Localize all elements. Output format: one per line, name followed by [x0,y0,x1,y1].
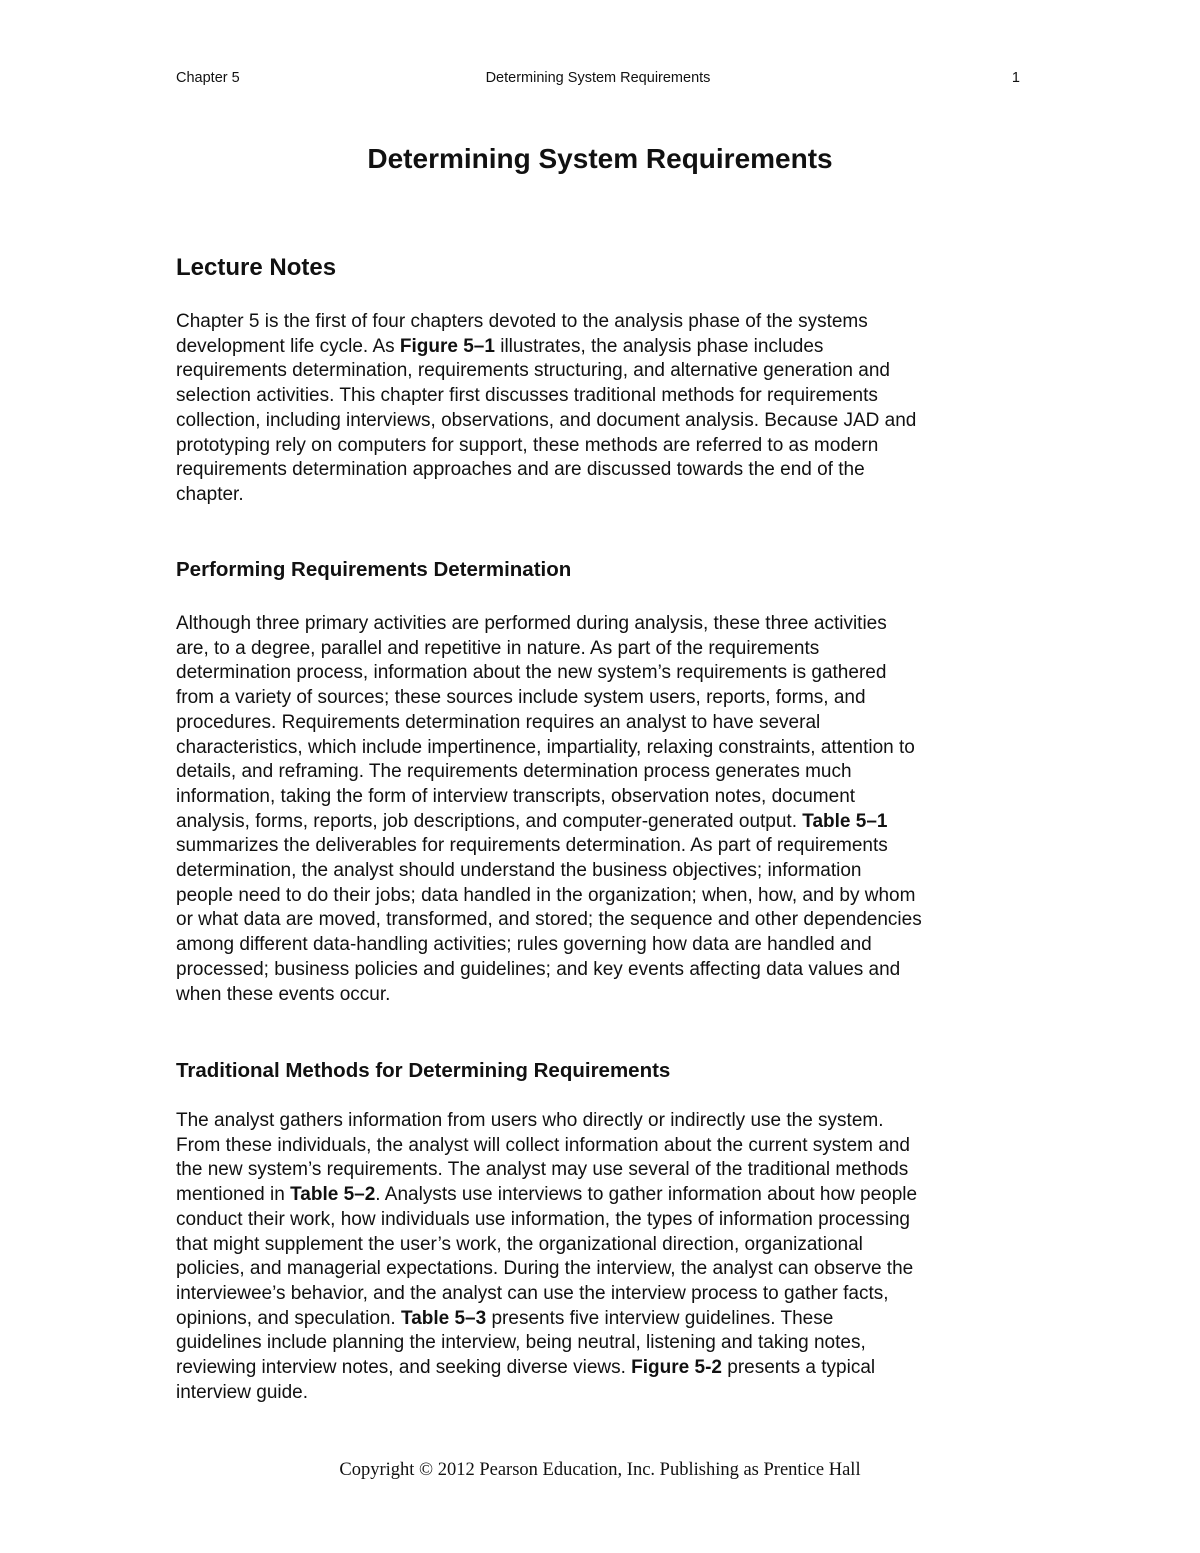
header-page-number: 1 [1011,70,1020,86]
text-line: policies, and managerial expectations. During the interview, the analyst can observe the [176,1258,914,1280]
text-line: characteristics, which include impertinence, impartiality, relaxing constraints, attention to [176,736,915,758]
text-line: conduct their work, how individuals use information, the types of information processing [176,1208,910,1230]
text-line: opinions, and speculation. Table 5–3 presents five interview guidelines. These [176,1307,834,1329]
page-header [176,70,1020,90]
text-line: prototyping rely on computers for support, these methods are referred to as modern [176,434,879,456]
text-line: are, to a degree, parallel and repetitive in nature. As part of the requirements [176,637,820,659]
performing-heading: Performing Requirements Determination [176,558,572,581]
traditional-methods-heading: Traditional Methods for Determining Requirements [176,1059,671,1082]
copyright-footer: Copyright © 2012 Pearson Education, Inc. Publishing as Prentice Hall [339,1460,861,1480]
text-line: or what data are moved, transformed, and stored; the sequence and other dependencies [176,909,922,931]
text-line: requirements determination, requirements structuring, and alternative generation and [176,360,890,382]
text-line: the new system’s requirements. The analyst may use several of the traditional methods [176,1159,909,1181]
figure-5-2-ref: Figure 5-2 [631,1357,722,1379]
table-5-1-ref: Table 5–1 [802,810,888,832]
lecture-notes-heading: Lecture Notes [176,254,337,281]
text-line: mentioned in Table 5–2. Analysts use interviews to gather information about how people [176,1184,918,1206]
text-line: information, taking the form of interview transcripts, observation notes, document [176,785,856,807]
text-line: requirements determination approaches and are discussed towards the end of the [176,459,865,481]
text-line: selection activities. This chapter first discusses traditional methods for requirements [176,385,878,407]
text-line: analysis, forms, reports, job descriptions, and computer-generated output. Table 5–1 [176,810,888,832]
figure-5-1-ref: Figure 5–1 [399,335,495,357]
performing-paragraph [176,612,1036,1007]
table-5-2-ref: Table 5–2 [290,1184,376,1206]
text-line: processed; business policies and guidelines; and key events affecting data values and [176,958,901,980]
document-title: Determining System Requirements [367,143,833,174]
text-line: people need to do their jobs; data handled in the organization; when, how, and by whom [176,884,916,906]
table-5-3-ref: Table 5–3 [401,1307,487,1329]
header-title: Determining System Requirements [485,70,711,86]
text-line: when these events occur. [176,983,391,1005]
intro-paragraph [176,310,1036,508]
header-chapter: Chapter 5 [176,70,240,86]
text-line: that might supplement the user’s work, the organizational direction, organizational [176,1233,863,1255]
traditional-paragraph [176,1109,1036,1405]
text-line: guidelines include planning the interview, being neutral, listening and taking notes, [176,1332,866,1354]
text-line: procedures. Requirements determination requires an analyst to have several [176,711,821,733]
text-line: from a variety of sources; these sources include system users, reports, forms, and [176,687,866,709]
text-line: details, and reframing. The requirements determination process generates much [176,761,852,783]
text-line: chapter. [176,483,244,505]
text-line: among different data-handling activities; rules governing how data are handled and [176,934,872,956]
text-line: From these individuals, the analyst will collect information about the current system and [176,1134,910,1156]
text-line: summarizes the deliverables for requirements determination. As part of requirements [176,835,888,857]
text-line: Chapter 5 is the first of four chapters devoted to the analysis phase of the systems [176,311,868,332]
text-line: interviewee’s behavior, and the analyst can use the interview process to gather facts, [176,1282,889,1304]
text-line: The analyst gathers information from users who directly or indirectly use the system. [176,1110,884,1131]
text-line: Although three primary activities are performed during analysis, these three activities [176,613,887,634]
text-line: interview guide. [176,1381,309,1403]
text-line: determination, the analyst should understand the business objectives; information [176,860,862,882]
text-line: collection, including interviews, observations, and document analysis. Because JAD and [176,409,917,431]
text-line: determination process, information about the new system’s requirements is gathered [176,662,887,684]
text-line: development life cycle. As Figure 5–1 illustrates, the analysis phase includes [176,335,824,357]
text-line: reviewing interview notes, and seeking diverse views. Figure 5-2 presents a typical [176,1357,876,1379]
